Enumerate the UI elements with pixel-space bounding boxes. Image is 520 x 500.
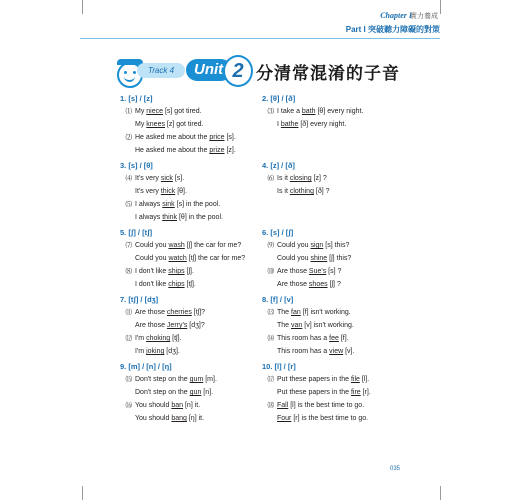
spacer: [262, 198, 462, 211]
example-sentence: [262, 412, 462, 425]
item-number: ⑼: [267, 242, 274, 249]
item-number: ⑾: [125, 309, 132, 316]
sentence-text: I'm: [135, 335, 147, 342]
sentence-text: I take a: [277, 108, 302, 115]
sentence-text: [n].: [201, 389, 214, 396]
key-word: bath: [301, 108, 316, 115]
item-number: ⑹: [267, 175, 274, 182]
sentence-text: [ð] every night.: [298, 121, 347, 128]
group-gap: [262, 425, 462, 427]
key-word: fee: [329, 335, 339, 342]
key-word: Four: [277, 415, 292, 422]
item-number: ⑽: [267, 268, 274, 275]
sentence-text: Are those: [277, 281, 309, 288]
spacer: [262, 144, 462, 157]
chapter-title: 實力養成: [410, 13, 438, 20]
sentence-text: [l] is the best time to go.: [288, 402, 365, 409]
sentence-text: Don't step on the: [135, 389, 190, 396]
unit-word: Unit: [186, 59, 232, 81]
example-sentence: [262, 373, 462, 386]
example-sentence: [262, 345, 462, 358]
key-word: gun: [189, 389, 202, 396]
key-word: van: [291, 322, 303, 329]
sentence-text: Could you: [135, 255, 169, 262]
sentence-text: I don't like: [135, 281, 169, 288]
example-sentence: [262, 118, 462, 131]
unit-number: 2: [223, 55, 253, 87]
item-number: ⑸: [125, 201, 132, 208]
key-word: price: [209, 134, 225, 141]
group-heading: 8. [f] / [v]: [262, 295, 294, 304]
key-word: sign: [310, 242, 324, 249]
sentence-text: [v].: [343, 348, 355, 355]
key-word: shoes: [308, 281, 328, 288]
item-number: ⒀: [267, 309, 274, 316]
key-word: chips: [168, 281, 185, 288]
sentence-text: Put these papers in the: [277, 389, 351, 396]
sentence-text: [ʃ].: [184, 268, 194, 275]
group-heading: 4. [z] / [ð]: [262, 161, 295, 170]
sentence-text: [m].: [203, 376, 217, 383]
sentence-text: I'm: [135, 348, 147, 355]
sentence-text: [ð] ?: [313, 188, 330, 195]
sentence-text: Don't step on the: [135, 376, 190, 383]
item-number: ⒄: [267, 376, 274, 383]
crop-mark-bottom-left: [82, 486, 83, 500]
key-word: knees: [146, 121, 165, 128]
sentence-text: [z] ?: [311, 175, 327, 182]
item-number: ⑺: [125, 242, 132, 249]
sentence-text: This room has a: [277, 348, 330, 355]
sentence-text: [tʃ].: [184, 281, 196, 288]
item-number: ⑷: [125, 175, 132, 182]
spacer: [262, 211, 462, 224]
item-number: ⒂: [125, 376, 132, 383]
key-word: gum: [189, 376, 204, 383]
sentence-text: [s] this?: [323, 242, 350, 249]
page-title: 分清常混淆的子音: [256, 64, 400, 83]
right-column: [262, 92, 462, 427]
sentence-text: [s] ?: [326, 268, 342, 275]
group-heading: 2. [θ] / [ð]: [262, 94, 296, 103]
sentence-text: [ŋ] it.: [186, 415, 205, 422]
sentence-text: [s].: [224, 134, 236, 141]
sentence-text: It's very: [135, 188, 161, 195]
key-word: ships: [168, 268, 185, 275]
track-label: Track 4: [137, 63, 185, 78]
sentence-text: Put these papers in the: [277, 376, 351, 383]
chapter-label: Chapter I: [380, 11, 412, 20]
sentence-text: Could you: [135, 242, 169, 249]
item-number: ⑿: [125, 335, 132, 342]
example-sentence: [262, 185, 462, 198]
key-word: thick: [160, 188, 176, 195]
sentence-text: [s] got tired.: [163, 108, 202, 115]
sentence-text: Are those: [135, 322, 167, 329]
group-heading: 10. [l] / [r]: [262, 362, 296, 371]
sentence-text: [tʃ]?: [191, 309, 206, 316]
crop-mark-bottom-right: [440, 486, 441, 500]
sentence-text: I: [277, 121, 281, 128]
sentence-text: [tʃ] the car for me?: [186, 255, 246, 262]
sentence-text: This room has a: [277, 335, 330, 342]
sentence-text: Is it: [277, 175, 290, 182]
group-heading: 1. [s] / [z]: [120, 94, 153, 103]
header-rule: [80, 38, 440, 39]
sound-group: [262, 159, 462, 226]
key-word: file: [350, 376, 360, 383]
sentence-text: [tʃ].: [170, 335, 182, 342]
sentence-text: It's very: [135, 175, 161, 182]
sentence-text: [dʒ].: [164, 348, 180, 355]
sentence-text: My: [135, 121, 147, 128]
example-sentence: [262, 105, 462, 118]
group-heading: 3. [s] / [θ]: [120, 161, 153, 170]
item-number: ⒁: [267, 335, 274, 342]
item-number: ⒃: [125, 402, 132, 409]
sentence-text: [z] got tired.: [164, 121, 204, 128]
sound-group: [262, 360, 462, 427]
sound-group: [262, 293, 462, 360]
spacer: [262, 131, 462, 144]
sentence-text: My: [135, 108, 147, 115]
key-word: niece: [146, 108, 164, 115]
key-word: wash: [168, 242, 185, 249]
sentence-text: [ʃ] ?: [327, 281, 341, 288]
key-word: Jerry's: [166, 322, 188, 329]
example-sentence: [262, 332, 462, 345]
key-word: bang: [171, 415, 187, 422]
sentence-text: [θ] in the pool.: [177, 214, 223, 221]
example-sentence: [262, 399, 462, 412]
item-number: ⒅: [267, 402, 274, 409]
sentence-text: I always: [135, 201, 163, 208]
sentence-text: Could you: [277, 242, 311, 249]
key-word: watch: [168, 255, 187, 262]
sentence-text: Could you: [277, 255, 311, 262]
sentence-text: [ʃ] the car for me?: [184, 242, 242, 249]
sound-group: [262, 92, 462, 159]
example-sentence: [262, 278, 462, 291]
part-label: Part I 突破聽力障礙的對策: [345, 25, 440, 34]
key-word: prize: [209, 147, 225, 154]
sentence-text: I always: [135, 214, 163, 221]
example-sentence: [262, 265, 462, 278]
sentence-text: Is it: [277, 188, 290, 195]
group-heading: 7. [tʃ] / [dʒ]: [120, 295, 159, 304]
sentence-text: [f] isn't working.: [300, 309, 351, 316]
sentence-text: He asked me about the: [135, 147, 210, 154]
example-sentence: [262, 239, 462, 252]
key-word: Sue's: [308, 268, 327, 275]
key-word: sink: [162, 201, 175, 208]
key-word: view: [329, 348, 344, 355]
item-number: ⑴: [125, 108, 132, 115]
group-heading: 5. [ʃ] / [tʃ]: [120, 228, 153, 237]
item-number: ⑶: [267, 108, 274, 115]
sentence-text: [s] in the pool.: [174, 201, 221, 208]
sentence-text: The: [277, 322, 292, 329]
sentence-text: [s].: [172, 175, 185, 182]
sentence-text: [v] isn't working.: [302, 322, 354, 329]
sentence-text: [z].: [224, 147, 236, 154]
key-word: Fall: [277, 402, 289, 409]
sentence-text: [n] it.: [183, 402, 201, 409]
key-word: closing: [289, 175, 312, 182]
key-word: shine: [310, 255, 328, 262]
group-heading: 9. [m] / [n] / [ŋ]: [120, 362, 172, 371]
sentence-text: [f].: [338, 335, 349, 342]
example-sentence: [262, 319, 462, 332]
key-word: sick: [160, 175, 173, 182]
key-word: think: [162, 214, 178, 221]
item-number: ⑵: [125, 134, 132, 141]
group-heading: 6. [s] / [ʃ]: [262, 228, 294, 237]
sentence-text: [r] is the best time to go.: [291, 415, 369, 422]
example-sentence: [262, 306, 462, 319]
key-word: clothing: [289, 188, 314, 195]
key-word: fire: [350, 389, 361, 396]
sentence-text: You should: [135, 402, 172, 409]
sentence-text: [θ].: [175, 188, 187, 195]
crop-mark-top-left: [82, 0, 83, 14]
sentence-text: He asked me about the: [135, 134, 210, 141]
key-word: choking: [146, 335, 171, 342]
sentence-text: [ʃ] this?: [327, 255, 352, 262]
key-word: fan: [291, 309, 301, 316]
item-number: ⑻: [125, 268, 132, 275]
page-number: 035: [390, 466, 401, 472]
key-word: joking: [146, 348, 165, 355]
key-word: bathe: [280, 121, 299, 128]
sentence-text: [r].: [360, 389, 371, 396]
sentence-text: I don't like: [135, 268, 169, 275]
sentence-text: [l].: [359, 376, 370, 383]
example-sentence: [262, 252, 462, 265]
sentence-text: The: [277, 309, 292, 316]
key-word: ban: [171, 402, 184, 409]
sentence-text: Are those: [135, 309, 167, 316]
key-word: cherries: [166, 309, 192, 316]
sentence-text: [dʒ]?: [187, 322, 205, 329]
sentence-text: You should: [135, 415, 172, 422]
example-sentence: [262, 386, 462, 399]
sentence-text: [θ] every night.: [315, 108, 364, 115]
example-sentence: [262, 172, 462, 185]
crop-mark-top-right: [440, 0, 441, 14]
sound-group: [262, 226, 462, 293]
sentence-text: Are those: [277, 268, 309, 275]
